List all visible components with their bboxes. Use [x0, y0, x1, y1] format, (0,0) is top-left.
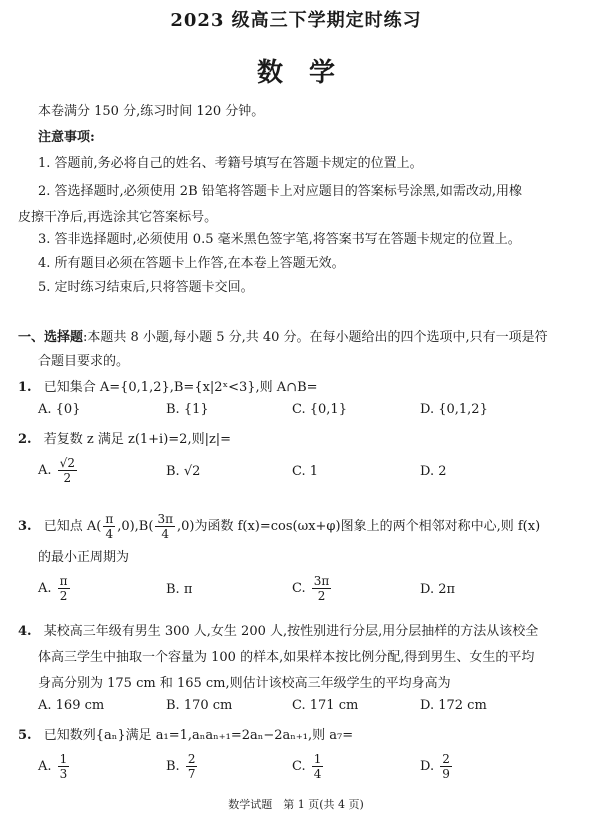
q5-option-a	[38, 752, 71, 781]
fraction-denominator: 2	[63, 471, 72, 485]
fraction	[58, 752, 70, 781]
note-1: 1. 答题前,务必将自己的姓名、考籍号填写在答题卡规定的位置上。	[38, 156, 423, 171]
fraction-denominator: 7	[187, 767, 196, 781]
q5-option-c	[292, 752, 325, 781]
question-number: 1.	[18, 380, 32, 395]
fraction-denominator: 2	[317, 589, 326, 603]
fraction	[155, 512, 175, 541]
fraction-numerator: 2	[442, 752, 450, 766]
q4-stem-line-3: 身高分别为 175 cm 和 165 cm,则估计该校高三年级学生的平均身高为	[38, 676, 451, 691]
q3-stem-cont: 的最小正周期为	[38, 550, 130, 565]
q3-option-a	[38, 574, 72, 603]
question-stem: 某校高三年级有男生 300 人,女生 200 人,按性别进行分层,用分层抽样的方法从该校全	[43, 624, 539, 639]
q3-option-d: D. 2π	[420, 582, 456, 597]
exam-title: 2023 级高三下学期定时练习	[170, 10, 422, 31]
option-label: D.	[420, 759, 435, 774]
fraction-numerator: 1	[313, 752, 322, 766]
note-4: 4. 所有题目必须在答题卡上作答,在本卷上答题无效。	[38, 256, 345, 271]
fraction	[58, 456, 77, 485]
fraction-numerator: 2	[187, 752, 196, 766]
fraction-denominator: 3	[59, 767, 68, 781]
option-label: C.	[292, 581, 306, 596]
q1-option-a: A. {0}	[38, 402, 81, 417]
fraction	[58, 574, 70, 603]
option-label: A.	[38, 463, 52, 478]
stem-part-b: ,0),B(	[117, 519, 154, 534]
question-number: 5.	[18, 728, 32, 743]
option-label: C.	[292, 759, 306, 774]
note-5: 5. 定时练习结束后,只将答题卡交回。	[38, 280, 254, 295]
option-label: B.	[166, 759, 180, 774]
note-2: 2. 答选择题时,必须使用 2B 铅笔将答题卡上对应题目的答案标号涂黑,如需改动,用橡	[38, 184, 523, 199]
question-2	[18, 428, 231, 447]
fraction	[312, 574, 332, 603]
fraction	[103, 512, 115, 541]
q1-option-b: B. {1}	[166, 402, 209, 417]
fraction	[186, 752, 198, 781]
section-label: 一、选择题	[18, 330, 84, 345]
question-number: 3.	[18, 519, 32, 534]
fraction-denominator: 9	[442, 767, 450, 781]
question-number: 2.	[18, 432, 32, 447]
q5-option-d	[420, 752, 454, 781]
fraction-denominator: 4	[161, 527, 170, 541]
notice-title: 注意事项:	[38, 130, 95, 145]
q4-option-b: B. 170 cm	[166, 698, 233, 713]
question-4	[18, 620, 538, 639]
q1-option-c: C. {0,1}	[292, 402, 347, 417]
q2-option-a	[38, 456, 79, 485]
q2-option-b	[166, 464, 200, 479]
fraction	[440, 752, 452, 781]
stem-part-a: 已知点 A(	[43, 519, 102, 534]
q3-option-b: B. π	[166, 582, 193, 597]
stem-part-c: ,0)为函数 f(x)=cos(ωx+φ)图象上的两个相邻对称中心,则 f(x)	[176, 519, 541, 534]
subject-title: 数学	[256, 58, 361, 88]
section-text: :本题共 8 小题,每小题 5 分,共 40 分。在每小题给出的四个选项中,只有一项是符	[83, 330, 548, 345]
q4-option-a: A. 169 cm	[38, 698, 105, 713]
page-footer: 数学试题 第 1 页(共 4 页)	[228, 798, 364, 811]
fraction-denominator: 4	[105, 527, 114, 541]
q5-option-b	[166, 752, 199, 781]
q2-option-c: C. 1	[292, 464, 319, 479]
score-line: 本卷满分 150 分,练习时间 120 分钟。	[38, 104, 265, 119]
question-number: 4.	[18, 624, 32, 639]
q2-option-d: D. 2	[420, 464, 447, 479]
question-stem: 已知数列{aₙ}满足 a₁=1,aₙaₙ₊₁=2aₙ−2aₙ₊₁,则 a₇=	[43, 728, 354, 743]
fraction-numerator: √2	[59, 456, 75, 470]
section-header	[18, 326, 548, 345]
fraction-denominator: 2	[59, 589, 68, 603]
option-value: √2	[183, 464, 201, 479]
q1-option-d: D. {0,1,2}	[420, 402, 488, 417]
note-3: 3. 答非选择题时,必须使用 0.5 毫米黑色签字笔,将答案书写在答题卡规定的位置上。	[38, 232, 521, 247]
option-label: A.	[38, 759, 52, 774]
q3-option-c	[292, 574, 333, 603]
q4-option-c: C. 171 cm	[292, 698, 359, 713]
note-2-cont: 皮擦干净后,再选涂其它答案标号。	[18, 210, 218, 225]
option-label: A.	[38, 581, 52, 596]
fraction-numerator: π	[105, 512, 114, 526]
option-label: B.	[166, 464, 180, 479]
fraction-numerator: 1	[59, 752, 68, 766]
fraction	[312, 752, 324, 781]
fraction-denominator: 4	[313, 767, 322, 781]
section-text-cont: 合题目要求的。	[38, 354, 130, 369]
fraction-numerator: 3π	[313, 574, 330, 588]
fraction-numerator: 3π	[157, 512, 173, 526]
question-3	[18, 512, 540, 541]
q4-option-d: D. 172 cm	[420, 698, 487, 713]
question-1	[18, 376, 318, 395]
question-stem: 已知集合 A={0,1,2},B={x|2ˣ<3},则 A∩B=	[43, 380, 318, 395]
question-stem: 若复数 z 满足 z(1+i)=2,则|z|=	[43, 432, 232, 447]
question-5	[18, 724, 353, 743]
fraction-numerator: π	[59, 574, 68, 588]
q4-stem-line-2: 体高三学生中抽取一个容量为 100 的样本,如果样本按比例分配,得到男生、女生的平均	[38, 650, 535, 665]
